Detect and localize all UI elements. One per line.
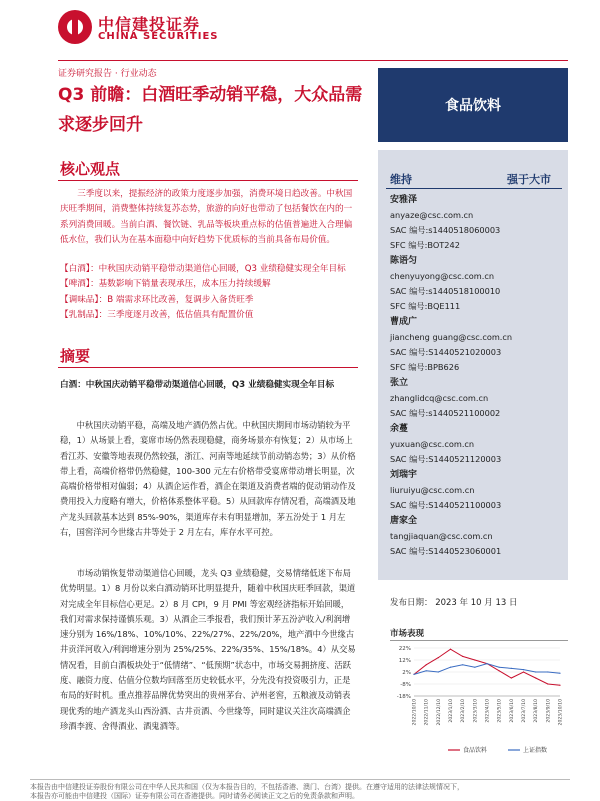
analyst-email[interactable]: tangjiaquan@csc.com.cn: [390, 531, 493, 541]
report-title: Q3 前瞻：白酒旺季动销平稳，大众品需求逐步回升: [58, 85, 363, 135]
data-point: [523, 669, 524, 670]
core-bullets: [60, 262, 356, 323]
analyst-sac: SAC 编号:S1440521120003: [390, 454, 502, 464]
analyst-item: [390, 468, 562, 513]
summary-heading: 摘要: [60, 347, 91, 365]
data-point: [535, 671, 536, 672]
x-tick-label: 2023/1/10: [449, 699, 454, 723]
rating-label: 维持: [390, 173, 412, 186]
x-tick-label: 2023/10/10: [558, 699, 564, 726]
analyst-name: 余蔓: [390, 424, 409, 434]
data-point: [426, 670, 427, 671]
market-performance-chart: [390, 642, 568, 760]
data-point: [413, 674, 414, 675]
brand-name-cn: 中信建投证券: [98, 15, 201, 34]
header-divider: [58, 60, 568, 61]
data-point: [462, 664, 463, 665]
summary-subheading: 白酒：中秋国庆动销平稳带动渠道信心回暖，Q3 业绩稳健实现全年目标: [60, 380, 335, 390]
analyst-item: [390, 315, 562, 375]
summary-paragraph-2: 市场动销恢复带动渠道信心回暖，龙头 Q3 业绩稳健，交易情绪低迷下布局优势明显。1）8 月份以来白酒动销环比明显提升，随着中秋国庆旺季回款，渠道对完成全年目标信心更足。2）8 月 CPI，9 月 PMI 等宏观经济指标开始回暖，我们对需求保持谨慎乐观。3）从酒企三季报看，我们预计茅五汾泸收入/利润增速分别为 16%/18%、10%/10%、22%/27%、22%/20%，地产酒中今世缘古井贡洋河收入/利润增速分别为 25%/25%、22%/35%、15%/18%。4）从交易情况看，目前白酒板块处于“低情绪”、“低预期”状态中，市场交易拥挤度、活跃度、融资力度、估值分位数均回落至历史较低水平，分先没有投资吸引力，正是布局的好时机。重点推荐品牌优势突出的贵州茅台、泸州老窖，五粮液及动销表现优秀的地产酒龙头山西汾酒、古井贡酒、今世缘等，同时建议关注次高端酒企珍酒李渡、舍得酒业、酒鬼酒等。: [60, 568, 356, 731]
analyst-name: 安雅泽: [390, 195, 418, 205]
analyst-email[interactable]: jiancheng guang@csc.com.cn: [390, 332, 513, 342]
core-heading: 核心观点: [60, 160, 121, 178]
data-point: [462, 656, 463, 657]
y-tick-label: 22%: [398, 646, 411, 652]
data-point: [523, 671, 524, 672]
analyst-sfc: SFC 编号:BQE111: [390, 301, 461, 311]
analyst-email[interactable]: yuxuan@csc.com.cn: [390, 439, 475, 449]
x-tick-label: 2023/2/10: [461, 699, 467, 723]
bullet-baijiu: 【白酒】：中秋国庆动销平稳带动渠道信心回暖，Q3 业绩稳健实现全年目标: [60, 264, 346, 274]
x-tick-label: 2023/8/10: [534, 699, 540, 723]
y-tick-label: -18%: [396, 694, 411, 700]
rating-divider: [386, 188, 562, 189]
analyst-sfc: SFC 编号:BOT242: [390, 240, 460, 250]
core-text: 三季度以来，提振经济的政策力度逐步加强，消费环境日趋改善。中秋国庆旺季期间，消费整体持续复苏态势，旅游的向好也带动了包括餐饮在内的一系列消费回暖。当前白酒、餐饮链、乳品等板块重点标的估值普遍进入合理偏低水位，我们认为在基本面稳中向好趋势下优质标的当前具备布局价值。: [60, 189, 353, 245]
legend-label: 食品饮料: [463, 747, 488, 754]
series-line-0: [414, 649, 560, 685]
core-divider: [58, 180, 358, 181]
market-divider: [390, 640, 568, 641]
data-point: [474, 667, 475, 668]
x-tick-label: 2022/10/10: [412, 699, 418, 726]
industry-label: 食品饮料: [378, 68, 568, 142]
publish-date: 发布日期： 2023 年 10 月 13 日: [390, 598, 518, 608]
analyst-email[interactable]: liuruiyu@csc.com.cn: [390, 485, 475, 495]
rating-value: 强于大市: [507, 173, 551, 186]
report-type: 证券研究报告 · 行业动态: [58, 69, 157, 79]
summary-divider: [58, 367, 358, 368]
analyst-sac: SAC 编号:s1440518060003: [390, 225, 501, 235]
data-point: [486, 663, 487, 664]
summary-paragraph-1: 中秋国庆动销平稳，高端及地产酒仍然占优。中秋国庆期间市场动销较为平稳，1）从场景上看，宴席市场仍然表现稳健，商务场景亦有恢复；2）从市场上看江苏、安徽等地表现仍然较强，浙江、河南等地延续节前动销态势；3）从价格带上看，高端价格带仍然稳健，100-300 元左右价格带受宴席带动增长明显，次高端价格带相对偏弱；4）从酒企运作看，酒企在渠道及消费者端的促动销动作及费用投入力度略有增大，价格体系整体平稳。5）从回款库存情况看，高端酒及地产龙头回款基本达到 85%-90%，渠道库存未有明显增加，茅五汾处于 1 月左右，国窖洋河今世缘古井等处于 2 月左右，库存水平可控。: [60, 420, 356, 538]
analyst-item: [390, 193, 562, 253]
data-point: [511, 677, 512, 678]
data-point: [547, 671, 548, 672]
analyst-item: [390, 254, 562, 314]
x-tick-label: 2023/9/10: [546, 699, 552, 723]
x-tick-label: 2023/5/10: [497, 699, 503, 723]
data-point: [511, 668, 512, 669]
x-tick-label: 2022/11/10: [424, 699, 430, 726]
bullet-seasoning: 【调味品】：B 端需求环比改善，复调步入备货旺季: [60, 294, 254, 305]
data-point: [450, 649, 451, 650]
data-point: [535, 677, 536, 678]
data-point: [547, 683, 548, 684]
y-tick-label: 2%: [402, 670, 411, 676]
analyst-item: [390, 514, 562, 559]
x-tick-label: 2023/6/10: [509, 699, 515, 723]
data-point: [450, 667, 451, 668]
data-point: [438, 671, 439, 672]
data-point: [559, 673, 560, 674]
analyst-sfc: SFC 编号:BPB626: [390, 362, 460, 372]
analyst-item: [390, 376, 562, 421]
data-point: [426, 664, 427, 665]
data-point: [499, 670, 500, 671]
y-tick-label: -8%: [400, 682, 411, 688]
data-point: [499, 667, 500, 668]
analyst-email[interactable]: anyaze@csc.com.cn: [390, 210, 474, 220]
footer-disclaimer-2: 本报告亦可能由中信建投（国际）证券有限公司在香港提供。同时请务必阅读正文之后的免责条款和声明。: [30, 792, 359, 800]
footer-divider: [30, 779, 570, 780]
footer-disclaimer-1: 本报告由中信建投证券股份有限公司在中华人民共和国（仅为本报告目的，不包括香港、澳门、台湾）提供。在遵守适用的法律法规情况下，: [30, 783, 464, 791]
x-tick-label: 2023/3/10: [473, 699, 479, 723]
analyst-name: 唐家全: [390, 516, 418, 526]
market-title: 市场表现: [390, 629, 425, 639]
x-tick-label: 2023/7/10: [522, 699, 527, 723]
analyst-name: 张立: [390, 378, 409, 388]
legend-label: 上证指数: [523, 747, 548, 754]
series-line-1: [414, 664, 560, 675]
analyst-sac: SAC 编号:s1440518100010: [390, 286, 501, 296]
analyst-name: 曹成广: [390, 317, 418, 327]
x-tick-label: 2023/4/10: [485, 699, 491, 723]
data-point: [438, 657, 439, 658]
y-tick-label: 12%: [398, 658, 411, 664]
analyst-list: [390, 193, 562, 560]
brand-logo-icon: [58, 10, 92, 44]
x-tick-label: 2022/12/10: [436, 699, 442, 726]
analyst-name: 陈语匀: [390, 256, 418, 266]
analyst-item: [390, 422, 562, 467]
data-point: [559, 685, 560, 686]
bullet-dairy: 【乳制品】：三季度逐月改善，低估值具有配置价值: [60, 309, 254, 320]
bullet-beer: 【啤酒】：基数影响下销量表现承压，成本压力持续缓解: [60, 279, 271, 290]
analyst-sac: SAC 编号:s1440521100002: [390, 408, 501, 418]
analyst-sac: SAC 编号:S1440521020003: [390, 347, 502, 357]
analyst-email[interactable]: chenyuyong@csc.com.cn: [390, 271, 495, 281]
data-point: [474, 659, 475, 660]
analyst-sac: SAC 编号:S1440523060001: [390, 546, 502, 556]
analyst-name: 刘瑞宇: [390, 470, 418, 480]
analyst-sac: SAC 编号:S1440521100003: [390, 500, 502, 510]
brand-name-en: CHINA SECURITIES: [98, 31, 219, 42]
analyst-email[interactable]: zhanglidcq@csc.com.cn: [390, 393, 489, 403]
